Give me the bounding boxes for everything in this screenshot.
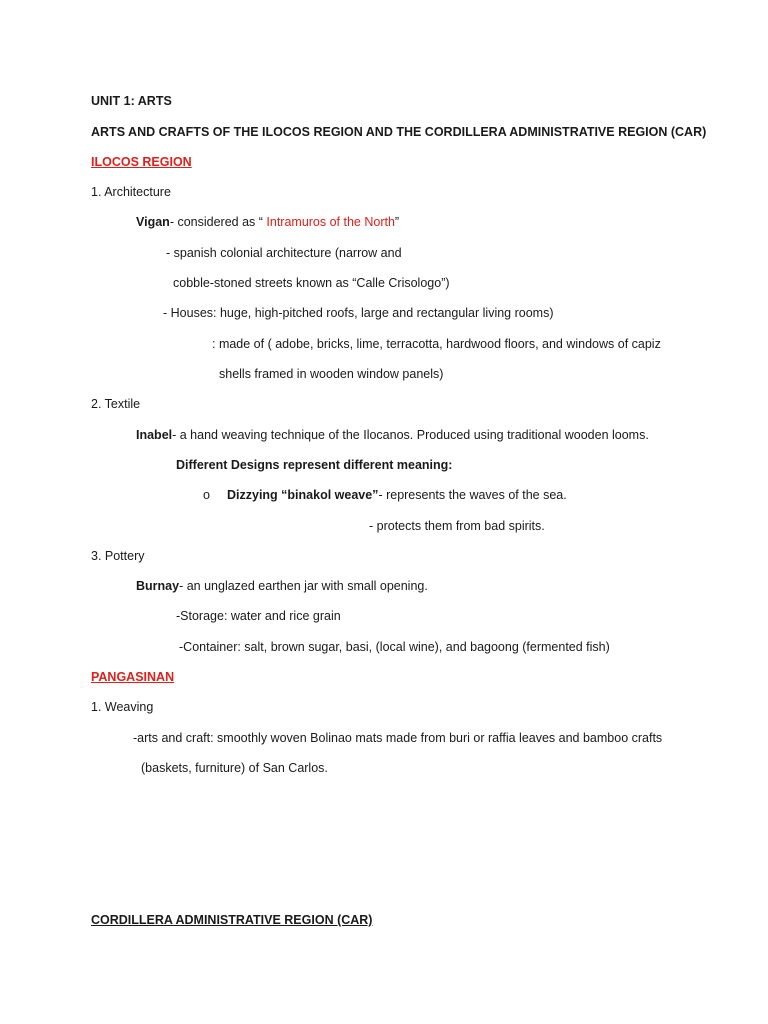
architecture-label: 1. Architecture xyxy=(91,185,171,199)
made-of-continued: shells framed in wooden window panels) xyxy=(219,367,444,381)
textile-label: 2. Textile xyxy=(91,397,141,411)
unit-title: UNIT 1: ARTS xyxy=(91,94,172,108)
burnay-term: Burnay xyxy=(136,579,180,593)
inabel-line xyxy=(136,427,649,443)
dizzying-term: Dizzying “binakol weave” xyxy=(227,488,379,502)
inabel-term: Inabel xyxy=(136,428,173,442)
container-line: -Container: salt, brown sugar, basi, (local wine), and bagoong (fermented fish) xyxy=(179,640,610,654)
vigan-close: ” xyxy=(394,215,400,229)
storage-line: -Storage: water and rice grain xyxy=(176,609,341,623)
burnay-text: - an unglazed earthen jar with small opening. xyxy=(179,579,428,593)
main-heading: ARTS AND CRAFTS OF THE ILOCOS REGION AND THE CORDILLERA ADMINISTRATIVE REGION (CAR) xyxy=(91,125,707,139)
bullet-marker: o xyxy=(203,488,210,502)
made-of-line: : made of ( adobe, bricks, lime, terracotta, hardwood floors, and windows of capiz xyxy=(212,337,661,351)
houses-line: - Houses: huge, high-pitched roofs, large and rectangular living rooms) xyxy=(163,306,554,320)
vigan-highlight: Intramuros of the North xyxy=(266,215,395,229)
ilocos-heading: ILOCOS REGION xyxy=(91,155,192,169)
vigan-term: Vigan xyxy=(136,215,170,229)
pangasinan-heading: PANGASINAN xyxy=(91,670,175,684)
dizzying-line xyxy=(227,487,567,503)
dizzying-text: - represents the waves of the sea. xyxy=(378,488,567,502)
architecture-line-2: cobble-stoned streets known as “Calle Crisologo”) xyxy=(173,276,450,290)
architecture-line-1: - spanish colonial architecture (narrow and xyxy=(166,246,402,260)
weaving-label: 1. Weaving xyxy=(91,700,154,714)
vigan-text: - considered as “ xyxy=(169,215,267,229)
burnay-line xyxy=(136,578,428,594)
weaving-line-2: (baskets, furniture) of San Carlos. xyxy=(141,761,328,775)
inabel-text: - a hand weaving technique of the Ilocanos. Produced using traditional wooden looms. xyxy=(172,428,649,442)
weaving-line-1: -arts and craft: smoothly woven Bolinao mats made from buri or raffia leaves and bamboo crafts xyxy=(133,731,663,745)
protects-line: - protects them from bad spirits. xyxy=(369,519,545,533)
car-heading: CORDILLERA ADMINISTRATIVE REGION (CAR) xyxy=(91,913,373,927)
designs-line: Different Designs represent different meaning: xyxy=(176,458,453,472)
vigan-line xyxy=(136,214,399,230)
pottery-label: 3. Pottery xyxy=(91,549,145,563)
